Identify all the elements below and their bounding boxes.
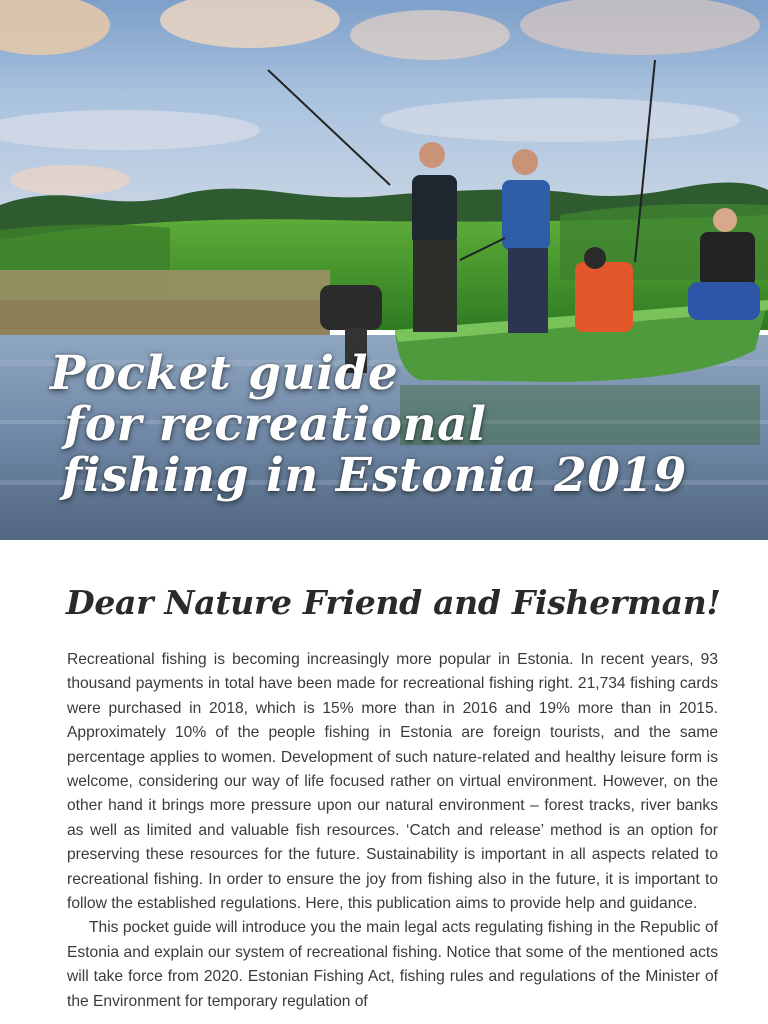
paragraph: Recreational fishing is becoming increasingly more popular in Estonia. In recent years, 93 thousand payments in total have been made for recreational fishing right. 21,734 fishing cards were purchased in 2018, which is 15% more than in 2016 and 19% more than in 2015. Approximately 10% of the people fishing in Estonia are foreign tourists, and the same percentage applies to women. Development of such nature-related and healthy leisure form is welcome, considering our way of life focused rather on virtual environment. However, on the other hand it brings more pressure upon our natural environment – forest tracks, river banks as well as limited and valuable fish resources. ‘Catch and release’ method is an option for preserving these resources for the future. Sustainability is important in all aspects related to recreational fishing. In order to ensure the joy from fishing also in the future, it is important to follow the established regulations. Here, this publication aims to provide help and guidance. xyxy=(67,651,718,913)
cover-title xyxy=(50,348,687,501)
cover-title-line: Pocket guide xyxy=(50,346,399,401)
cover-title-line: fishing in Estonia 2019 xyxy=(62,448,687,503)
body-text xyxy=(67,648,718,1014)
page-heading: Dear Nature Friend and Fisherman! xyxy=(66,583,721,622)
paragraph: This pocket guide will introduce you the main legal acts regulating fishing in the Republic of Estonia and explain our system of recreational fishing. Notice that some of the mentioned acts will take force from 2020. Estonian Fishing Act, fishing rules and regulations of the Minister of the Environment for temporary regulation of xyxy=(67,919,718,1010)
cover-title-line: for recreational xyxy=(64,397,487,452)
